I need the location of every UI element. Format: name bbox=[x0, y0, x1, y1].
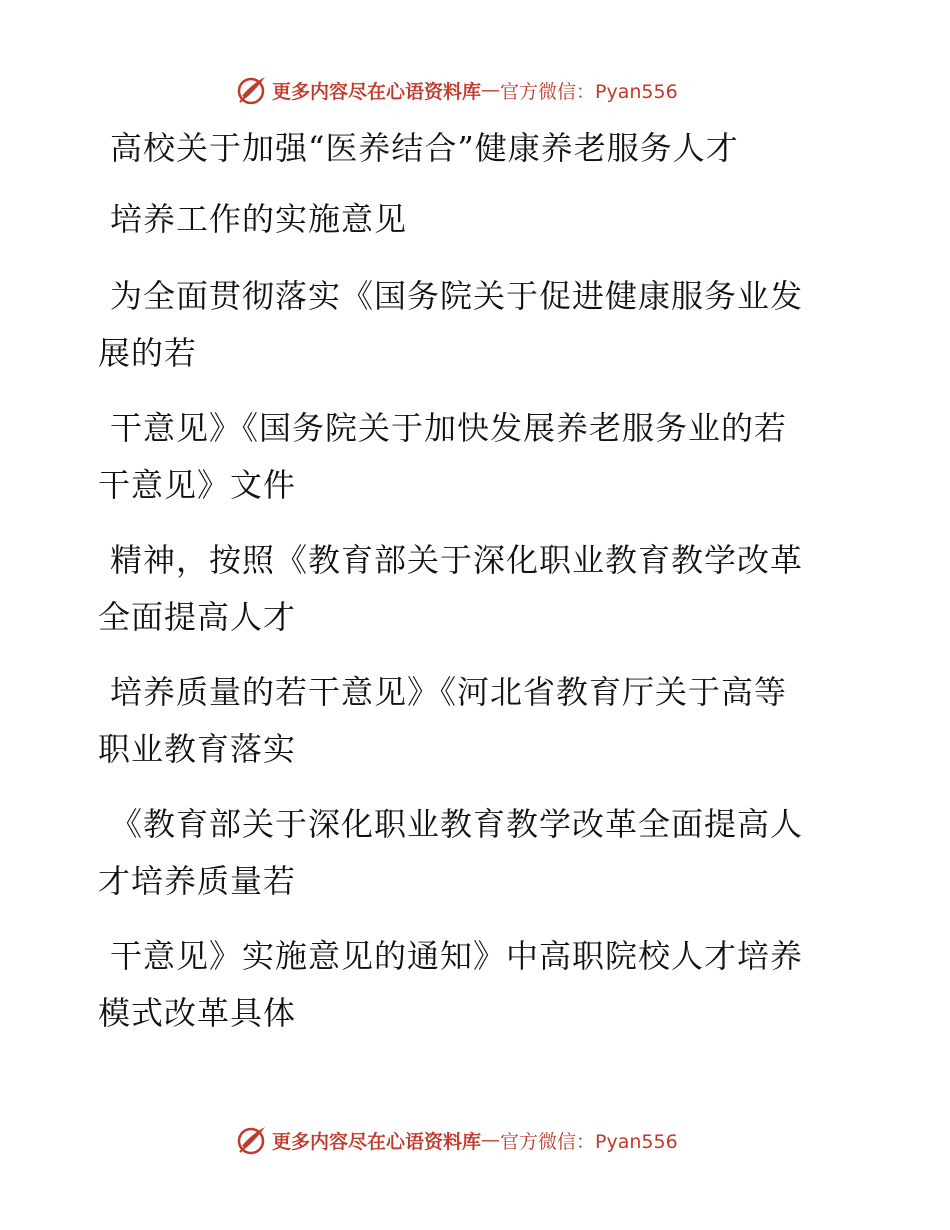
watermark-text: 更多内容尽在心语资料库 bbox=[272, 80, 482, 103]
doc-paragraph-line: 精神，按照《教育部关于深化职业教育教学改革 bbox=[110, 541, 804, 579]
watermark-contact: 官方微信：Pyan556 bbox=[500, 1130, 678, 1153]
doc-paragraph-line: 干意见》实施意见的通知》中高职院校人才培养 bbox=[110, 937, 804, 975]
doc-paragraph-line: 职业教育落实 bbox=[98, 730, 297, 768]
doc-paragraph-line: 模式改革具体 bbox=[98, 994, 297, 1032]
doc-paragraph-line: 干意见》《国务院关于加快发展养老服务业的若 bbox=[110, 409, 788, 447]
doc-title-line-2: 培养工作的实施意见 bbox=[110, 200, 408, 238]
watermark-text: 更多内容尽在心语资料库 bbox=[272, 1130, 482, 1153]
doc-paragraph-line: 才培养质量若 bbox=[98, 862, 297, 900]
doc-paragraph-line: 干意见》文件 bbox=[98, 466, 297, 504]
watermark-dash: — bbox=[481, 1129, 501, 1151]
watermark-header bbox=[236, 74, 678, 106]
doc-title-line-1: 高校关于加强“医养结合”健康养老服务人才 bbox=[110, 129, 739, 167]
watermark-contact: 官方微信：Pyan556 bbox=[500, 80, 678, 103]
watermark-footer bbox=[236, 1124, 678, 1156]
doc-paragraph-line: 展的若 bbox=[98, 334, 198, 372]
quill-pen-logo-icon bbox=[236, 1124, 268, 1156]
doc-paragraph-line: 为全面贯彻落实《国务院关于促进健康服务业发 bbox=[110, 277, 804, 315]
doc-paragraph-line: 《教育部关于深化职业教育教学改革全面提高人 bbox=[110, 805, 804, 843]
quill-pen-logo-icon bbox=[236, 74, 268, 106]
doc-paragraph-line: 全面提高人才 bbox=[98, 598, 297, 636]
watermark-dash: — bbox=[481, 79, 501, 101]
doc-paragraph-line: 培养质量的若干意见》《河北省教育厅关于高等 bbox=[110, 673, 788, 711]
